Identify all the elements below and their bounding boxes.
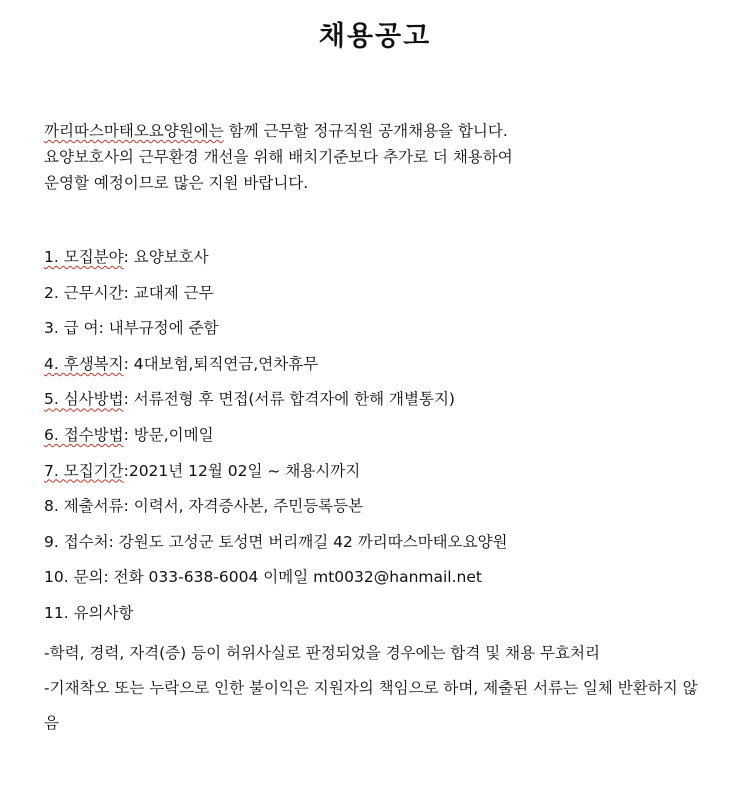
intro-line-1-rest: 함께 근무할 정규직원 공개채용을 합니다. <box>223 122 508 140</box>
item-label: 5. 심사방법 <box>44 390 124 409</box>
item-label: 7. 모집기간 <box>44 461 124 480</box>
list-item-field <box>44 244 724 280</box>
document-title: 채용공고 <box>318 21 432 52</box>
intro-line-1 <box>44 118 724 144</box>
list-item-welfare <box>44 351 724 387</box>
item-value: : 방문,이메일 <box>123 425 214 444</box>
intro-line-2: 요양보호사의 근무환경 개선을 위해 배치기준보다 추가로 더 채용하여 <box>44 148 513 166</box>
note-item: -기재착오 또는 누락으로 인한 불이익은 지원자의 책임으로 하며, 제출된 서류는 일체 반환하지 않음 <box>44 679 698 732</box>
item-value: :2021년 12월 02일 ~ 채용시까지 <box>123 461 361 480</box>
item-value: : 요양보호사 <box>123 248 209 266</box>
list-item-screening <box>44 386 724 422</box>
item-value: : 이력서, 자격증사본, 주민등록등본 <box>123 497 364 516</box>
item-label: 2. 근무시간 <box>44 283 124 302</box>
item-label: 11. 유의사항 <box>44 603 134 622</box>
item-label: 10. 문의 <box>44 568 104 587</box>
notes-section <box>44 636 699 741</box>
list-item-documents <box>44 493 724 529</box>
item-label: 3. 급 여 <box>44 319 99 338</box>
item-value: : 전화 033-638-6004 이메일 mt0032@hanmail.net <box>103 568 482 587</box>
list-item-hours <box>44 280 724 316</box>
item-value: : 내부규정에 준함 <box>98 319 219 338</box>
item-label: 4. 후생복지 <box>44 354 124 373</box>
recruitment-details-list <box>44 244 724 636</box>
note-item: -학력, 경력, 자격(증) 등이 허위사실로 판정되었을 경우에는 합격 및 채용 무효처리 <box>44 644 600 662</box>
item-value: : 강원도 고성군 토성면 버리깨길 42 까리따스마태오요양원 <box>108 532 508 551</box>
list-item-application-method <box>44 422 724 458</box>
item-value: : 서류전형 후 면접(서류 합격자에 한해 개별통지) <box>123 390 455 409</box>
list-item-notes-heading <box>44 600 724 636</box>
facility-name: 까리따스마태오요양원에는 <box>44 122 224 140</box>
list-item-contact <box>44 564 724 600</box>
list-item-address <box>44 529 724 565</box>
intro-line-3: 운영할 예정이므로 많은 지원 바랍니다. <box>44 174 309 192</box>
list-item-period <box>44 458 724 494</box>
item-value: : 4대보험,퇴직연금,연차휴무 <box>123 354 319 373</box>
list-item-salary <box>44 315 724 351</box>
item-label: 9. 접수처 <box>44 532 109 551</box>
item-label: 8. 제출서류 <box>44 497 124 516</box>
item-value: : 교대제 근무 <box>123 283 214 302</box>
intro-paragraph <box>44 118 724 196</box>
item-label: 6. 접수방법 <box>44 425 124 444</box>
item-label: 1. 모집분야 <box>44 248 124 266</box>
